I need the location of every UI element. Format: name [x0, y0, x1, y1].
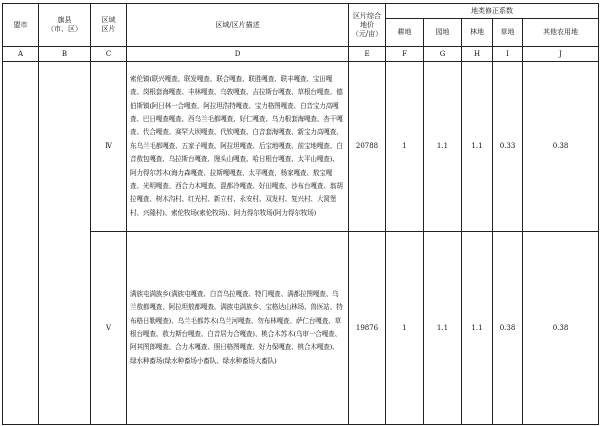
coef-gengdi-cell: 1	[386, 232, 424, 425]
header-meng-shi: 盟市	[3, 4, 39, 47]
land-price-table	[2, 3, 599, 425]
description-cell: 索伦镇(联兴嘎查、联发嘎查、联合嘎查、联胜嘎查、联丰嘎查、宝田嘎查、岗根套海嘎查、丰林嘎查、乌敦嘎查、吉拉斯台嘎查、草根台嘎查、德伯斯镇(阿日林一合嘎查、阿拉坦浩特嘎查、宝力格图嘎查、白音宝力高嘎查、巴日嘎查嘎查、西乌兰毛都嘎查、好仁嘎查、乌力根套海嘎查、杏干嘎查、代合嘎查、赛罕大坝嘎查、代钦嘎查、白音套海嘎查、新宝力高嘎查、东乌兰毛都嘎查、五家子嘎查、阿拉坦嘎查、后宝地嘎查、前宝地嘎查、白音敖包嘎查、乌拉斯台嘎查、馒头山嘎查、哈日根台嘎查、太平山嘎查)、阿力得尔苏木(海力森嘎查、拉斯嘎嘎查、太平嘎查、杨家嘎查、敖宝嘎查、光明嘎查、西合力木嘎查、混都冷嘎查、好田嘎查、沙布台嘎查、翁胡拉嘎查、树木沟村、红光村、新立村、永安村、双发村、复兴村、大窝堡村、兴隆村)、索伦牧场(索伦牧场)、阿力得尔牧场(阿力得尔牧场)	[127, 62, 349, 232]
header-price: 区片综合 地价 （元/亩）	[349, 4, 386, 47]
coef-yuandi-cell: 1.1	[424, 232, 462, 425]
table-row	[3, 62, 599, 232]
column-letter: C	[91, 47, 127, 62]
column-letter: A	[3, 47, 39, 62]
column-letter: E	[349, 47, 386, 62]
description-cell: 满族屯满族乡(满族屯嘎查、白音乌拉嘎查、特门嘎查、满都拉图嘎查、乌兰敖都嘎查、阿拉坦敖都嘎查、满族屯满族乡、宝格达山林场、兽医站、特布格日勒嘎查)、乌兰毛都苏木(乌兰河嘎查、勿布林嘎查、萨仁台嘎查、草根台嘎查、敖力斯台嘎查、白音居力合嘎查)、桃合木苏木(乌审一合嘎查、阿其图郎嘎查、合力木嘎查、照日格图嘎查、好力保嘎查、桃合木嘎查)、绿水种畜场(绿水种畜场小畜队、绿水种畜场大畜队)	[127, 232, 349, 425]
qi-xian-cell	[39, 62, 91, 425]
header-qi-xian: 旗县 （市、区）	[39, 4, 91, 47]
column-letter: H	[462, 47, 493, 62]
price-cell: 19876	[349, 232, 386, 425]
header-coef-other: 其他农用地	[523, 19, 599, 47]
header-coef-lindi: 林地	[462, 19, 493, 47]
header-coef-gengdi: 耕地	[386, 19, 424, 47]
column-letter: G	[424, 47, 462, 62]
price-cell: 20788	[349, 62, 386, 232]
coef-other-cell: 0.38	[523, 62, 599, 232]
coef-lindi-cell: 1.1	[462, 62, 493, 232]
coef-caodi-cell: 0.38	[493, 232, 523, 425]
table-row	[3, 232, 599, 425]
coef-caodi-cell: 0.33	[493, 62, 523, 232]
coef-yuandi-cell: 1.1	[424, 62, 462, 232]
column-letter: D	[127, 47, 349, 62]
meng-shi-cell	[3, 62, 39, 425]
column-letter: I	[493, 47, 523, 62]
column-letter: F	[386, 47, 424, 62]
header-coef-group: 地类修正系数	[386, 4, 599, 19]
header-description: 区域/区片描述	[127, 4, 349, 47]
coef-gengdi-cell: 1	[386, 62, 424, 232]
header-coef-caodi: 草地	[493, 19, 523, 47]
header-coef-yuandi: 园地	[424, 19, 462, 47]
zone-cell: Ⅴ	[91, 232, 127, 425]
zone-cell: Ⅳ	[91, 62, 127, 232]
coef-lindi-cell: 1.1	[462, 232, 493, 425]
column-letter: B	[39, 47, 91, 62]
coef-other-cell: 0.38	[523, 232, 599, 425]
column-letter: J	[523, 47, 599, 62]
header-quyu-qupian: 区域 区片	[91, 4, 127, 47]
